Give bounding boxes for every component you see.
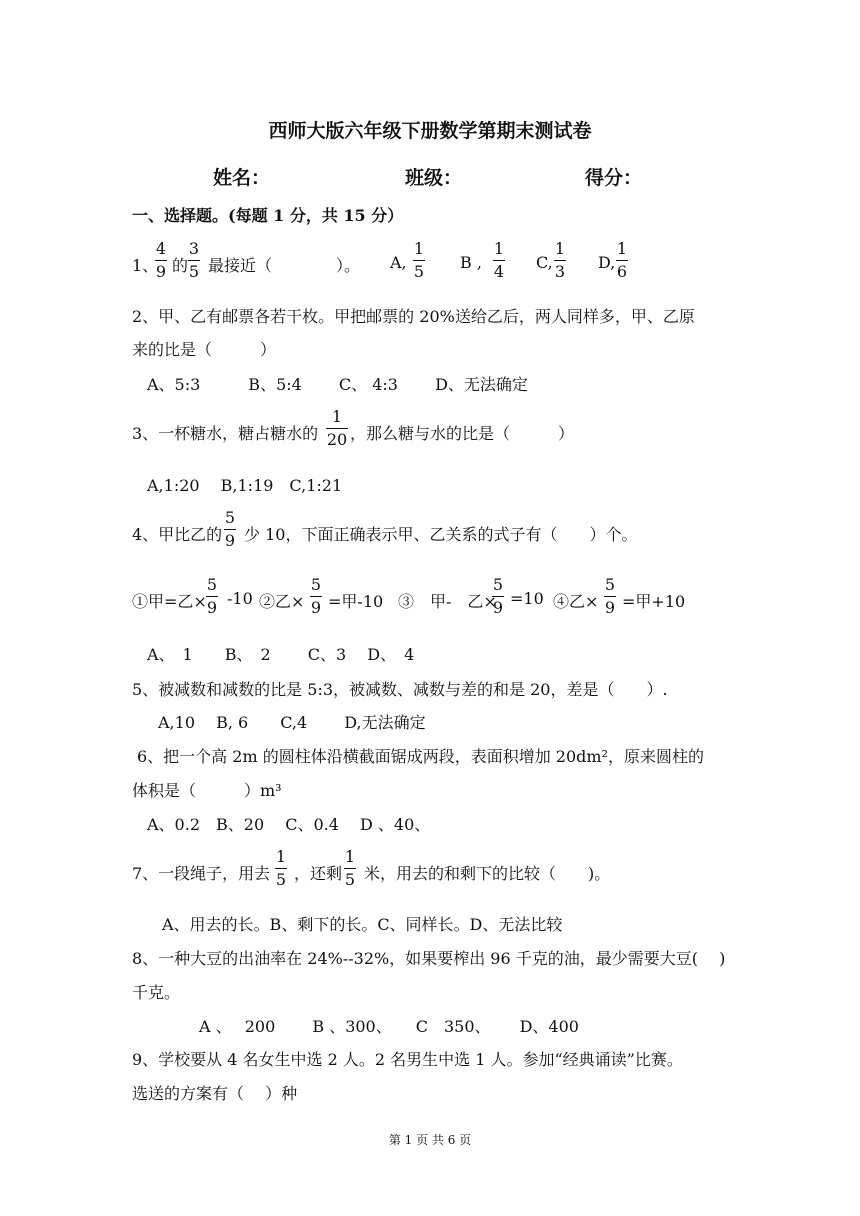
q9-stem-line2: 选送的方案有（ ）种 <box>132 1084 298 1103</box>
q1-text-de: 的 <box>172 256 189 275</box>
q1-option-c-label: C, <box>536 253 553 272</box>
q7-stem-mid: ，还剩 <box>294 864 343 883</box>
q4-expr-3-a: ③ 甲- 乙× <box>398 592 497 611</box>
q4-expr-4-b: =甲+10 <box>622 592 686 611</box>
q6-options: A、0.2 B、20 C、0.4 D 、40、 <box>147 815 431 834</box>
q4-expr-3-fraction: 5 9 <box>492 575 504 617</box>
q4-expr-1-a: ①甲=乙× <box>132 592 207 611</box>
q2-options: A、5:3 B、5:4 C、 4:3 D、无法确定 <box>147 375 528 394</box>
q4-expr-2-b: =甲-10 <box>328 592 384 611</box>
q1-fraction-2: 3 5 <box>188 239 200 281</box>
q3-options: A,1:20 B,1:19 C,1:21 <box>147 476 343 495</box>
q3-fraction: 1 20 <box>326 407 348 449</box>
q1-stem: 最接近（ ）。 <box>208 256 361 275</box>
q7-stem-pre: 7、一段绳子，用去 <box>132 864 271 883</box>
q3-stem-pre: 3、一杯糖水，糖占糖水的 <box>132 424 319 443</box>
section-heading: 一、选择题。(每题 1 分，共 15 分） <box>132 206 404 225</box>
q1-option-d-label: D, <box>598 253 616 272</box>
q4-stem-pre: 4、甲比乙的 <box>132 525 223 544</box>
q1-option-a-fraction: 1 5 <box>413 239 425 281</box>
q7-fraction-2: 1 5 <box>344 847 356 889</box>
q7-options: A、用去的长。B、剩下的长。C、同样长。D、无法比较 <box>162 915 563 934</box>
name-label: 姓名： <box>213 167 271 189</box>
q8-stem-line1: 8、一种大豆的出油率在 24%--32%，如果要榨出 96 千克的油，最少需要大豆( ) <box>132 949 726 968</box>
q6-stem-line1: 6、把一个高 2m 的圆柱体沿横截面锯成两段，表面积增加 20dm²，原来圆柱的 <box>137 747 704 766</box>
q4-expr-2-a: ②乙× <box>259 592 305 611</box>
q7-stem-post: 米，用去的和剩下的比较（ )。 <box>364 864 611 883</box>
q1-option-b-label: B , <box>460 253 482 272</box>
q9-stem-line1: 9、学校要从 4 名女生中选 2 人。2 名男生中选 1 人。参加“经典诵读”比赛。 <box>132 1050 683 1069</box>
q1-option-b-fraction: 1 4 <box>493 239 505 281</box>
q1-fraction-1: 4 9 <box>155 239 167 281</box>
q1-option-c-fraction: 1 3 <box>554 239 566 281</box>
q5-stem: 5、被减数和减数的比是 5:3，被减数、减数与差的和是 20，差是（ ）. <box>132 680 668 699</box>
q4-expr-4-a: ④乙× <box>553 592 599 611</box>
q1-option-d-fraction: 1 6 <box>616 239 628 281</box>
q1-number: 1、 <box>132 256 159 275</box>
q4-expr-2-fraction: 5 9 <box>310 575 322 617</box>
q1-option-a-label: A, <box>390 253 407 272</box>
q4-expr-4-fraction: 5 9 <box>604 575 616 617</box>
q4-expr-3-b: =10 <box>510 589 544 608</box>
q2-stem-line1: 2、甲、乙有邮票各若干枚。甲把邮票的 20%送给乙后，两人同样多，甲、乙原 <box>132 307 695 326</box>
q4-fraction: 5 9 <box>224 508 236 550</box>
q4-options: A、 1 B、 2 C、3 D、 4 <box>147 645 415 664</box>
class-label: 班级： <box>405 167 463 189</box>
q8-options: A 、 200 B 、300、 C 350、 D、400 <box>199 1017 579 1036</box>
page-title: 西师大版六年级下册数学第期末测试卷 <box>268 120 592 142</box>
q8-stem-line2: 千克。 <box>132 983 181 1002</box>
q6-stem-line2: 体积是（ ）m³ <box>132 781 282 800</box>
q7-fraction-1: 1 5 <box>275 847 287 889</box>
q4-expr-1-b: -10 <box>227 589 253 608</box>
q2-stem-line2: 来的比是（ ） <box>132 340 277 359</box>
q4-stem-post: 少 10，下面正确表示甲、乙关系的式子有（ ）个。 <box>244 525 638 544</box>
q5-options: A,10 B, 6 C,4 D,无法确定 <box>158 713 426 732</box>
score-label: 得分： <box>585 167 643 189</box>
q4-expr-1-fraction: 5 9 <box>206 575 218 617</box>
q3-stem-post: ，那么糖与水的比是（ ） <box>350 424 575 443</box>
page-footer: 第 1 页 共 6 页 <box>388 1133 472 1147</box>
